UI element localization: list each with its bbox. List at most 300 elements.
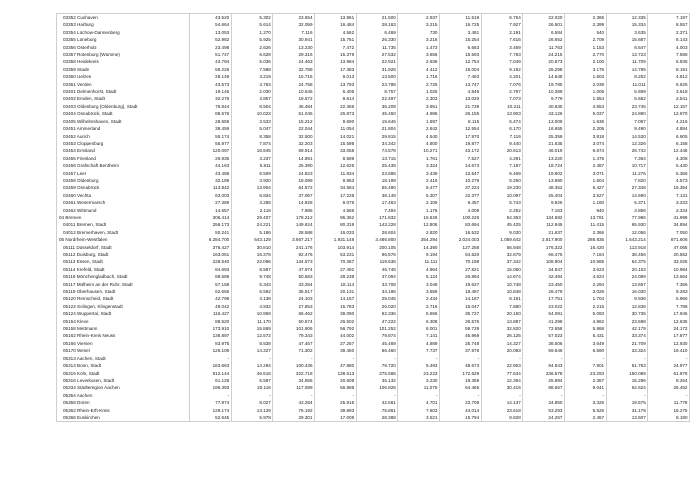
value-cell: 6.469 bbox=[356, 29, 398, 36]
value-cell: 8.358 bbox=[231, 133, 273, 140]
value-cell: 34.655 bbox=[273, 377, 315, 384]
value-cell: 13.781 bbox=[564, 214, 606, 221]
value-cell: 236.578 bbox=[523, 370, 565, 377]
table-row bbox=[57, 95, 690, 102]
value-cell: 5.652 bbox=[606, 95, 648, 102]
value-cell: 643.129 bbox=[231, 236, 273, 243]
value-cell: 5.430 bbox=[648, 162, 690, 169]
value-cell: 15.626 bbox=[398, 214, 440, 221]
value-cell: 20.150 bbox=[481, 310, 523, 317]
value-cell: 5.124 bbox=[398, 273, 440, 280]
region-name-cell: 03459 Osnabrück bbox=[57, 184, 190, 191]
value-cell: 19.802 bbox=[523, 170, 565, 177]
value-cell: 4.540 bbox=[398, 133, 440, 140]
value-cell: 3.656 bbox=[398, 51, 440, 58]
value-cell: 10.097 bbox=[481, 192, 523, 199]
value-cell: 143.228 bbox=[356, 221, 398, 228]
value-cell: 113.918 bbox=[606, 244, 648, 251]
value-cell: 2.303 bbox=[398, 95, 440, 102]
value-cell: 14.294 bbox=[231, 362, 273, 369]
value-cell: 12.445 bbox=[648, 147, 690, 154]
value-cell: 6.284.700 bbox=[190, 236, 232, 243]
region-name-cell: 05162 Rhein-Kreis Neuss bbox=[57, 332, 190, 339]
value-cell: 288.835 bbox=[564, 236, 606, 243]
value-cell: 33.284 bbox=[273, 281, 315, 288]
value-cell: 1.643.214 bbox=[606, 236, 648, 243]
table-row bbox=[57, 207, 690, 214]
table-row bbox=[57, 184, 690, 191]
value-cell: 20.116 bbox=[231, 384, 273, 391]
value-cell: 13.009 bbox=[523, 118, 565, 125]
value-cell: 37.224 bbox=[439, 184, 481, 191]
value-cell: 27.492 bbox=[315, 266, 357, 273]
value-cell: 17.877 bbox=[648, 332, 690, 339]
region-name-cell: 03354 Lüchow-Dannenberg bbox=[57, 29, 190, 36]
value-cell: 24.221 bbox=[231, 221, 273, 228]
value-cell: 5.866 bbox=[398, 310, 440, 317]
value-cell: 354.294 bbox=[398, 236, 440, 243]
value-cell: 7.596 bbox=[648, 51, 690, 58]
value-cell: 49.042 bbox=[190, 303, 232, 310]
value-cell: 126.106 bbox=[190, 347, 232, 354]
table-row bbox=[57, 244, 690, 251]
value-cell: 3.324 bbox=[398, 162, 440, 169]
table-row bbox=[57, 266, 690, 273]
value-cell: 16.532 bbox=[439, 229, 481, 236]
value-cell: 5.587 bbox=[231, 377, 273, 384]
value-cell: 7.880 bbox=[481, 303, 523, 310]
value-cell: 26.501 bbox=[523, 21, 565, 28]
table-row bbox=[57, 221, 690, 228]
value-cell: 14.530 bbox=[606, 133, 648, 140]
value-cell: 10.545 bbox=[273, 88, 315, 95]
table-row bbox=[57, 58, 690, 65]
region-name-cell: 03359 Stade bbox=[57, 66, 190, 73]
value-cell: 2.024.003 bbox=[439, 236, 481, 243]
value-cell: 6.592 bbox=[231, 288, 273, 295]
value-cell: 14.785 bbox=[606, 66, 648, 73]
value-cell: 3.071 bbox=[564, 170, 606, 177]
value-cell: 2.100 bbox=[564, 58, 606, 65]
table-row bbox=[57, 273, 690, 280]
value-cell: 2.399 bbox=[564, 21, 606, 28]
value-cell: 59.729 bbox=[439, 325, 481, 332]
value-cell: 1.473 bbox=[398, 44, 440, 51]
value-cell: 2.842 bbox=[398, 125, 440, 132]
value-cell: 6.170 bbox=[481, 125, 523, 132]
value-cell: 8.589 bbox=[315, 155, 357, 162]
value-cell: 21.739 bbox=[439, 103, 481, 110]
value-cell: 15.869 bbox=[231, 325, 273, 332]
value-cell: 15.687 bbox=[606, 36, 648, 43]
value-cell: 5.366 bbox=[648, 170, 690, 177]
value-cell: 4.862 bbox=[564, 318, 606, 325]
value-cell: 13.657 bbox=[606, 281, 648, 288]
value-cell: 79.874 bbox=[356, 332, 398, 339]
value-cell: 10.211 bbox=[481, 103, 523, 110]
value-cell: 2.725 bbox=[398, 81, 440, 88]
region-name-cell: 03451 Ammerland bbox=[57, 125, 190, 132]
value-cell: 14.137 bbox=[481, 399, 523, 406]
table-row bbox=[57, 133, 690, 140]
value-cell: 5.037 bbox=[564, 110, 606, 117]
value-cell: 43.794 bbox=[190, 58, 232, 65]
value-cell: 56.948 bbox=[481, 244, 523, 251]
value-cell: 43.573 bbox=[190, 81, 232, 88]
value-cell: 34.584 bbox=[315, 184, 357, 191]
value-cell: 23.745 bbox=[606, 103, 648, 110]
value-cell: 14.390 bbox=[398, 244, 440, 251]
value-cell: 33.708 bbox=[356, 281, 398, 288]
table-row bbox=[57, 355, 690, 362]
value-cell: 2.105 bbox=[398, 199, 440, 206]
value-cell: - bbox=[481, 355, 523, 362]
value-cell: 79.343 bbox=[273, 332, 315, 339]
value-cell: 3.176 bbox=[564, 66, 606, 73]
table-row bbox=[57, 177, 690, 184]
value-cell: 14.674 bbox=[481, 273, 523, 280]
value-cell: 11.415 bbox=[564, 221, 606, 228]
value-cell: 59.646 bbox=[523, 347, 565, 354]
value-cell: 24.758 bbox=[273, 81, 315, 88]
value-cell: 19.410 bbox=[648, 347, 690, 354]
value-cell: 3.219 bbox=[231, 73, 273, 80]
value-cell: 3.920 bbox=[231, 177, 273, 184]
value-cell: 256.173 bbox=[190, 221, 232, 228]
value-cell: 72.658 bbox=[523, 325, 565, 332]
value-cell: 4.553 bbox=[564, 103, 606, 110]
value-cell: - bbox=[606, 355, 648, 362]
region-name-cell: 03453 Cloppenburg bbox=[57, 140, 190, 147]
value-cell: 48.352 bbox=[523, 184, 565, 191]
value-cell: 100.226 bbox=[439, 214, 481, 221]
value-cell: 7.494 bbox=[356, 207, 398, 214]
value-cell: 163.051 bbox=[190, 251, 232, 258]
value-cell: 15.761 bbox=[315, 36, 357, 43]
value-cell: 17.946 bbox=[648, 310, 690, 317]
value-cell: 100.436 bbox=[273, 362, 315, 369]
value-cell: 7.141 bbox=[398, 332, 440, 339]
value-cell: 5.093 bbox=[564, 310, 606, 317]
value-cell: 13.500 bbox=[356, 73, 398, 80]
value-cell: 15.334 bbox=[606, 21, 648, 28]
region-name-cell: 03402 Emden, Stadt bbox=[57, 95, 190, 102]
value-cell: 22.366 bbox=[315, 103, 357, 110]
value-cell: 3.623 bbox=[564, 266, 606, 273]
value-cell: 4.701 bbox=[398, 399, 440, 406]
value-cell: 5.474 bbox=[481, 118, 523, 125]
table-row bbox=[57, 88, 690, 95]
value-cell: 24.823 bbox=[273, 170, 315, 177]
value-cell: 13.564 bbox=[648, 273, 690, 280]
table-row bbox=[57, 303, 690, 310]
value-cell: 11.075 bbox=[398, 384, 440, 391]
table-row bbox=[57, 281, 690, 288]
value-cell: 4.624 bbox=[564, 273, 606, 280]
value-cell: 2.366 bbox=[564, 229, 606, 236]
value-cell: 7.927 bbox=[481, 21, 523, 28]
value-cell: 9.194 bbox=[398, 251, 440, 258]
value-cell: 13.053 bbox=[190, 29, 232, 36]
value-cell: 50.574 bbox=[273, 318, 315, 325]
region-name-cell: 03404 Osnabrück, Stadt bbox=[57, 110, 190, 117]
value-cell: 8.191 bbox=[648, 66, 690, 73]
value-cell: 35.727 bbox=[439, 310, 481, 317]
value-cell: 4.812 bbox=[648, 73, 690, 80]
value-cell: 4.308 bbox=[648, 155, 690, 162]
region-name-cell: 03401 Delmenhorst, Stadt bbox=[57, 88, 190, 95]
value-cell: 42.796 bbox=[190, 295, 232, 302]
value-cell: 3.951 bbox=[398, 103, 440, 110]
value-cell: 77.986 bbox=[606, 214, 648, 221]
value-cell: 66.462 bbox=[273, 310, 315, 317]
value-cell: 28.604 bbox=[356, 229, 398, 236]
value-cell: 5.526 bbox=[564, 407, 606, 414]
value-cell: 63.003 bbox=[190, 192, 232, 199]
value-cell: 4.566 bbox=[315, 207, 357, 214]
value-cell: 27.257 bbox=[315, 340, 357, 347]
value-cell: 7.616 bbox=[481, 36, 523, 43]
region-name-cell: 03452 Aurich bbox=[57, 133, 190, 140]
value-cell: 53.293 bbox=[523, 407, 565, 414]
value-cell: 28.388 bbox=[356, 414, 398, 422]
value-cell: 9.041 bbox=[564, 384, 606, 391]
value-cell: 96.576 bbox=[356, 251, 398, 258]
value-cell: 6.590 bbox=[564, 347, 606, 354]
value-cell: 88.576 bbox=[190, 110, 232, 117]
value-cell: 39.893 bbox=[315, 407, 357, 414]
value-cell: 28.655 bbox=[190, 118, 232, 125]
region-name-cell: 03454 Emsland bbox=[57, 147, 190, 154]
value-cell: 9.748 bbox=[231, 273, 273, 280]
value-cell: 32.820 bbox=[481, 325, 523, 332]
table-row bbox=[57, 125, 690, 132]
value-cell: 9.440 bbox=[481, 140, 523, 147]
value-cell: 26.894 bbox=[439, 273, 481, 280]
value-cell: - bbox=[439, 392, 481, 399]
value-cell: 28.238 bbox=[315, 273, 357, 280]
value-cell: 10.279 bbox=[439, 177, 481, 184]
value-cell: 52.624 bbox=[606, 384, 648, 391]
region-name-cell: 05313 Aachen, Stadt bbox=[57, 355, 190, 362]
value-cell: 2.716 bbox=[398, 303, 440, 310]
region-name-cell: 03403 Oldenburg (Oldenburg), Stadt bbox=[57, 103, 190, 110]
value-cell: 17.228 bbox=[315, 192, 357, 199]
value-cell: - bbox=[523, 355, 565, 362]
value-cell: 3.818 bbox=[564, 133, 606, 140]
value-cell: 38.459 bbox=[190, 125, 232, 132]
value-cell: 43.284 bbox=[273, 399, 315, 406]
value-cell: 21.804 bbox=[356, 125, 398, 132]
value-cell: 34.850 bbox=[523, 399, 565, 406]
value-cell: - bbox=[356, 392, 398, 399]
value-cell: 6.764 bbox=[481, 14, 523, 22]
value-cell: 5.047 bbox=[231, 125, 273, 132]
value-cell: 12.806 bbox=[398, 221, 440, 228]
value-cell: 6.905 bbox=[648, 133, 690, 140]
value-cell: 83.975 bbox=[190, 340, 232, 347]
value-cell: 5.978 bbox=[231, 414, 273, 422]
value-cell: 5.290 bbox=[481, 177, 523, 184]
value-cell: 112.945 bbox=[523, 221, 565, 228]
value-cell: 6.405 bbox=[315, 88, 357, 95]
value-cell: 47.094 bbox=[356, 273, 398, 280]
value-cell: 540 bbox=[564, 29, 606, 36]
value-cell: 21.500 bbox=[356, 14, 398, 22]
value-cell: - bbox=[273, 392, 315, 399]
value-cell: 275.566 bbox=[356, 370, 398, 377]
value-cell: 13.990 bbox=[523, 177, 565, 184]
value-cell: 171.832 bbox=[356, 214, 398, 221]
value-cell: 8.115 bbox=[439, 118, 481, 125]
value-cell: 7.364 bbox=[606, 155, 648, 162]
value-cell: 33.374 bbox=[606, 332, 648, 339]
value-cell: 22.903 bbox=[481, 362, 523, 369]
region-name-cell: 05314 Bonn, Stadt bbox=[57, 362, 190, 369]
value-cell: 7.588 bbox=[231, 66, 273, 73]
value-cell: 23.709 bbox=[439, 399, 481, 406]
value-cell: 3.026 bbox=[564, 288, 606, 295]
value-cell: 70.198 bbox=[439, 258, 481, 265]
table-row bbox=[57, 377, 690, 384]
value-cell: 23.618 bbox=[481, 407, 523, 414]
value-cell: 11.276 bbox=[606, 170, 648, 177]
value-cell: 20.131 bbox=[315, 288, 357, 295]
value-cell: - bbox=[231, 355, 273, 362]
value-cell: 14.167 bbox=[439, 295, 481, 302]
value-cell: 22.020 bbox=[523, 14, 565, 22]
value-cell: 9.076 bbox=[315, 199, 357, 206]
value-cell: 46.516 bbox=[231, 370, 273, 377]
value-cell: 9.192 bbox=[481, 66, 523, 73]
value-cell: 34.186 bbox=[356, 288, 398, 295]
value-cell: 56.226 bbox=[190, 66, 232, 73]
value-cell: 22.044 bbox=[273, 125, 315, 132]
value-cell: 8.264 bbox=[648, 377, 690, 384]
value-cell: 9.926 bbox=[523, 199, 565, 206]
value-cell: 8.180 bbox=[648, 414, 690, 422]
value-cell: 173.910 bbox=[190, 325, 232, 332]
value-cell: 7.116 bbox=[273, 29, 315, 36]
value-cell: 54.664 bbox=[190, 21, 232, 28]
table-row bbox=[57, 192, 690, 199]
value-cell: 3.635 bbox=[606, 29, 648, 36]
value-cell: 16.378 bbox=[231, 251, 273, 258]
value-cell: 7.184 bbox=[564, 251, 606, 258]
value-cell: 127.258 bbox=[439, 244, 481, 251]
value-cell: 22.096 bbox=[231, 258, 273, 265]
value-cell: 13.020 bbox=[439, 95, 481, 102]
table-row bbox=[57, 81, 690, 88]
value-cell: 47.222 bbox=[356, 318, 398, 325]
value-cell: 9.614 bbox=[315, 95, 357, 102]
value-cell: 3.527 bbox=[564, 192, 606, 199]
region-name-cell: 05166 Viersen bbox=[57, 340, 190, 347]
value-cell: - bbox=[564, 392, 606, 399]
value-cell: 7.820 bbox=[606, 177, 648, 184]
value-cell: 2.205 bbox=[564, 125, 606, 132]
value-cell: 32.500 bbox=[273, 133, 315, 140]
value-cell: 3.074 bbox=[564, 140, 606, 147]
value-cell: 45.425 bbox=[481, 221, 523, 228]
region-name-cell: 05122 Solingen, Klingenstadt bbox=[57, 303, 190, 310]
value-cell: 6.628 bbox=[231, 51, 273, 58]
value-cell: 29.815 bbox=[356, 133, 398, 140]
value-cell: 11.519 bbox=[439, 14, 481, 22]
value-cell: 10.389 bbox=[523, 88, 565, 95]
value-cell: 20.613 bbox=[481, 147, 523, 154]
value-cell: - bbox=[564, 355, 606, 362]
table-row bbox=[57, 318, 690, 325]
value-cell: 108.904 bbox=[523, 258, 565, 265]
value-cell: 70.367 bbox=[315, 258, 357, 265]
table-body bbox=[57, 14, 690, 422]
value-cell: 78.720 bbox=[356, 362, 398, 369]
value-cell: - bbox=[398, 355, 440, 362]
region-name-cell: 05114 Krefeld, Stadt bbox=[57, 266, 190, 273]
table-row bbox=[57, 362, 690, 369]
value-cell: 7.801 bbox=[564, 362, 606, 369]
value-cell: 5.371 bbox=[606, 199, 648, 206]
value-cell: 13.723 bbox=[606, 51, 648, 58]
value-cell: 24.089 bbox=[606, 273, 648, 280]
value-cell: 23.223 bbox=[398, 370, 440, 377]
value-cell: 19.785 bbox=[523, 81, 565, 88]
value-cell: 512.144 bbox=[190, 370, 232, 377]
value-cell: 9.013 bbox=[315, 73, 357, 80]
value-cell: 32.679 bbox=[481, 251, 523, 258]
value-cell: 4.138 bbox=[231, 295, 273, 302]
value-cell: 7.116 bbox=[481, 133, 523, 140]
value-cell: 64.572 bbox=[273, 184, 315, 191]
region-name-cell: 05170 Wesel bbox=[57, 347, 190, 354]
value-cell: 19.230 bbox=[481, 184, 523, 191]
value-cell: 4.216 bbox=[648, 118, 690, 125]
value-cell: 6.584 bbox=[523, 29, 565, 36]
value-cell: 14.657 bbox=[190, 207, 232, 214]
value-cell: 2.936 bbox=[398, 58, 440, 65]
value-cell: 3.556 bbox=[398, 288, 440, 295]
value-cell: 16.945 bbox=[231, 147, 273, 154]
value-cell: 12.335 bbox=[606, 14, 648, 22]
value-cell: 13.903 bbox=[481, 110, 523, 117]
value-cell: 136.897 bbox=[190, 332, 232, 339]
value-cell: 16.655 bbox=[523, 125, 565, 132]
value-cell: 3.649 bbox=[564, 340, 606, 347]
value-cell: 18.004 bbox=[439, 66, 481, 73]
value-cell: 32.789 bbox=[273, 66, 315, 73]
value-cell: 12.836 bbox=[606, 303, 648, 310]
value-cell: 84.943 bbox=[523, 362, 565, 369]
value-cell: 37.342 bbox=[481, 258, 523, 265]
value-cell: 18.724 bbox=[523, 162, 565, 169]
region-name-cell: 05366 Euskirchen bbox=[57, 414, 190, 422]
value-cell: 1.504 bbox=[564, 177, 606, 184]
value-cell: 2.787 bbox=[481, 88, 523, 95]
value-cell: 14.157 bbox=[315, 295, 357, 302]
value-cell: 2.416 bbox=[398, 177, 440, 184]
value-cell: 75.861 bbox=[356, 407, 398, 414]
value-cell: 41.999 bbox=[648, 214, 690, 221]
value-cell: 7.050 bbox=[648, 229, 690, 236]
table-row bbox=[57, 214, 690, 221]
value-cell: 45.450 bbox=[356, 110, 398, 117]
value-cell: 871.606 bbox=[648, 236, 690, 243]
table-row bbox=[57, 399, 690, 406]
value-cell: 172.629 bbox=[439, 370, 481, 377]
value-cell: 1.025 bbox=[398, 88, 440, 95]
value-cell: 3.216 bbox=[398, 36, 440, 43]
